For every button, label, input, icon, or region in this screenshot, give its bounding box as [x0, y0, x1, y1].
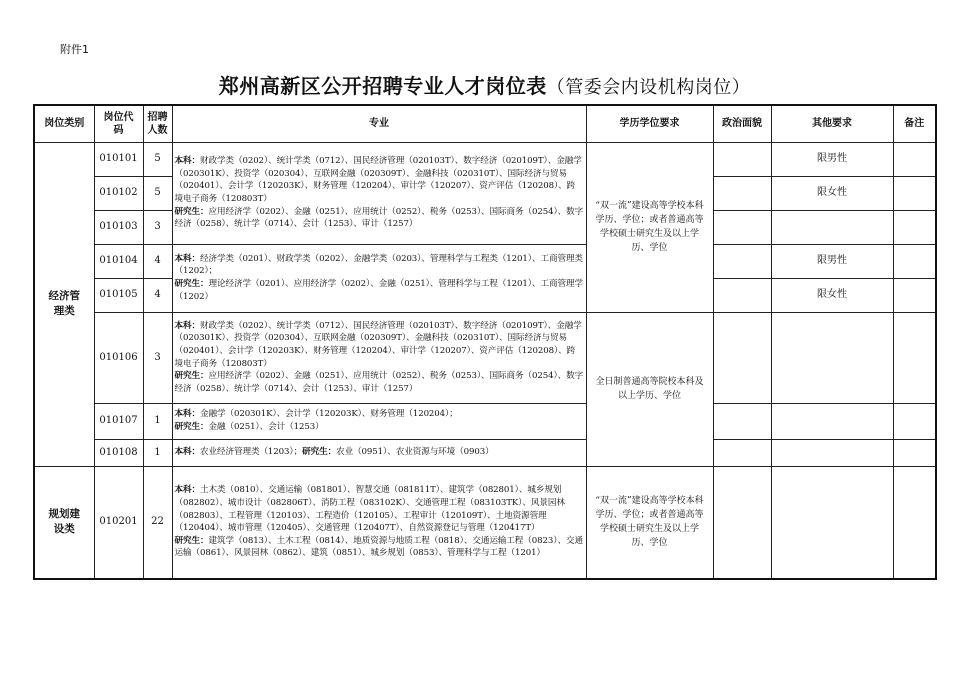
major-group-6 [172, 466, 586, 579]
grad-label: 研究生： [174, 371, 209, 382]
table-row [34, 439, 936, 466]
remarks-cell [893, 278, 936, 312]
other-req: 限男性 [771, 244, 893, 278]
grad-label: 研究生： [174, 535, 209, 546]
politics-cell [713, 312, 771, 403]
politics-cell [713, 439, 771, 466]
remarks-cell [893, 176, 936, 210]
undergrad-label: 本科： [174, 156, 200, 167]
header-row [34, 105, 936, 142]
header-other: 其他要求 [771, 105, 893, 142]
undergrad-label: 本科： [174, 447, 200, 458]
remarks-cell [893, 403, 936, 439]
post-code: 010104 [94, 244, 143, 278]
table-row [34, 312, 936, 403]
other-req [771, 439, 893, 466]
header-remarks: 备注 [893, 105, 936, 142]
post-code: 010102 [94, 176, 143, 210]
remarks-cell [893, 244, 936, 278]
politics-cell [713, 210, 771, 244]
remarks-cell [893, 312, 936, 403]
major-undergrad: 金融学（020301K）、会计学（120203K）、财务管理（120204）； [199, 409, 458, 420]
hire-count: 4 [143, 278, 172, 312]
page-title [0, 70, 969, 99]
major-group-4 [172, 403, 586, 439]
major-group-2 [172, 244, 586, 312]
major-grad: 建筑学（0813）、土木工程（0814）、地质资源与地质工程（0818）、交通运输工程（0823）、交通运输（0861）、风景园林（0862）、建筑（0851）、城乡规划（0853）、管理科学与工程（1201） [174, 535, 583, 559]
category-plan: 规划建设类 [34, 466, 94, 579]
major-undergrad: 农业经济管理类（1203）； [199, 447, 303, 458]
undergrad-label: 本科： [174, 253, 200, 264]
title-main: 郑州高新区公开招聘专业人才岗位表 [218, 74, 547, 98]
category-econ: 经济管理类 [34, 142, 94, 466]
education-req-3: “双一流”建设高等学校本科学历、学位；或者普通高等学校硕士研究生及以上学历、学位 [586, 466, 713, 579]
post-code: 010101 [94, 142, 143, 176]
remarks-cell [893, 210, 936, 244]
other-req [771, 403, 893, 439]
hire-count: 5 [143, 176, 172, 210]
major-undergrad: 财政学类（0202）、统计学类（0712）、国民经济管理（020103T）、数字经济（020109T）、金融学（020301K）、投资学（020304）、互联网金融（020309T）、金融科技（020310T）、国际经济与贸易（020401）、会计学（120203K）、财务管理（120204）、审计学（120207）、资产评估（120208）、跨境电子商务（120803T） [174, 320, 582, 369]
undergrad-label: 本科： [174, 409, 200, 420]
hire-count: 22 [143, 466, 172, 579]
title-sub: （管委会内设机构岗位） [546, 77, 751, 98]
undergrad-label: 本科： [174, 485, 200, 496]
major-grad: 应用经济学（0202）、金融（0251）、应用统计（0252）、税务（0253）、国际商务（0254）、数字经济（0258）、统计学（0714）、会计（1253）、审计（1257） [174, 206, 584, 230]
major-group-3 [172, 312, 586, 403]
header-code: 岗位代码 [94, 105, 143, 142]
hire-count: 3 [143, 210, 172, 244]
hire-count: 4 [143, 244, 172, 278]
remarks-cell [893, 439, 936, 466]
major-grad: 金融（0251）、会计（1253） [208, 422, 324, 432]
job-table [33, 104, 937, 580]
grad-label: 研究生： [174, 279, 209, 289]
table-row [34, 403, 936, 439]
grad-label: 研究生： [174, 422, 209, 432]
attachment-label: 附件1 [60, 43, 89, 56]
major-grad: 理论经济学（0201）、应用经济学（0202）、金融（0251）、管理科学与工程（1201）、工商管理学（1202） [174, 279, 583, 302]
other-req [771, 312, 893, 403]
major-group-1 [172, 142, 586, 244]
other-req [771, 210, 893, 244]
politics-cell [713, 142, 771, 176]
post-code: 010103 [94, 210, 143, 244]
header-major: 专业 [172, 105, 586, 142]
major-group-5 [172, 439, 586, 466]
table-row [34, 466, 936, 579]
post-code: 010105 [94, 278, 143, 312]
grad-label: 研究生： [302, 447, 337, 458]
politics-cell [713, 278, 771, 312]
table-row [34, 142, 936, 176]
major-undergrad: 财政学类（0202）、统计学类（0712）、国民经济管理（020103T）、数字经济（020109T）、金融学（020301K）、投资学（020304）、互联网金融（020309T）、金融科技（020310T）、国际经济与贸易（020401）、会计学（120203K）、财务管理（120204）、审计学（120207）、资产评估（120208）、跨境电子商务（120803T） [174, 156, 582, 204]
remarks-cell [893, 466, 936, 579]
post-code: 010108 [94, 439, 143, 466]
hire-count: 3 [143, 312, 172, 403]
post-code: 010201 [94, 466, 143, 579]
other-req: 限女性 [771, 176, 893, 210]
hire-count: 1 [143, 439, 172, 466]
education-req-1: “双一流”建设高等学校本科学历、学位；或者普通高等学校硕士研究生及以上学历、学位 [586, 142, 713, 312]
major-grad: 农业（0951）、农业资源与环境（0903） [336, 447, 494, 458]
politics-cell [713, 244, 771, 278]
header-category: 岗位类别 [34, 105, 94, 142]
major-grad: 应用经济学（0202）、金融（0251）、应用统计（0252）、税务（0253）、国际商务（0254）、数字经济（0258）、统计学（0714）、会计（1253）、审计（1257） [174, 371, 584, 394]
politics-cell [713, 176, 771, 210]
post-code: 010106 [94, 312, 143, 403]
major-undergrad: 经济学类（0201）、财政学类（0202）、金融学类（0203）、管理科学与工程类（1201）、工商管理类（1202）； [174, 253, 583, 277]
header-politics: 政治面貌 [713, 105, 771, 142]
hire-count: 5 [143, 142, 172, 176]
table-row [34, 244, 936, 278]
major-undergrad: 土木类（0810）、交通运输（081801）、智慧交通（081811T）、建筑学（082801）、城乡规划（082802）、城市设计（082806T）、消防工程（083102K）、交通管理工程（083103TK）、风景园林（082803）、工程管理（120103）、工程造价（120105）、工程审计（120109T）、土地资源管理（120404）、城市管理（120405）、交通管理（120407T）、自然资源登记与管理（120417T） [174, 485, 565, 534]
hire-count: 1 [143, 403, 172, 439]
undergrad-label: 本科： [174, 320, 200, 331]
education-req-2: 全日制普通高等院校本科及以上学历、学位 [586, 312, 713, 466]
header-count: 招聘人数 [143, 105, 172, 142]
grad-label: 研究生： [174, 206, 209, 217]
post-code: 010107 [94, 403, 143, 439]
other-req: 限男性 [771, 142, 893, 176]
remarks-cell [893, 142, 936, 176]
header-education: 学历学位要求 [586, 105, 713, 142]
politics-cell [713, 466, 771, 579]
other-req: 限女性 [771, 278, 893, 312]
other-req [771, 466, 893, 579]
politics-cell [713, 403, 771, 439]
